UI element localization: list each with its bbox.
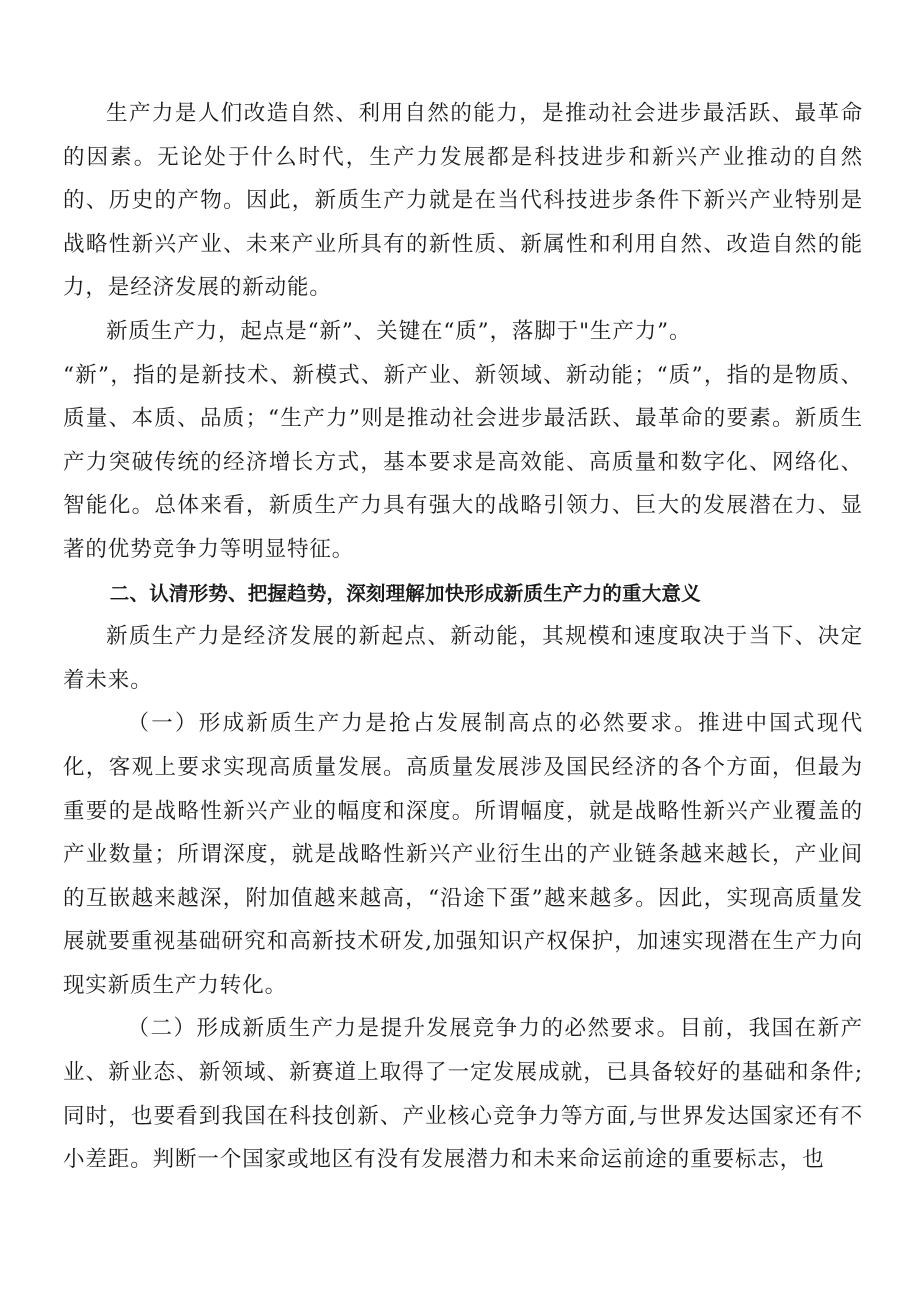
paragraph-subsection-2: （二）形成新质生产力是提升发展竞争力的必然要求。目前，我国在新产业、新业态、新领域、新赛道上取得了一定发展成就，已具备较好的基础和条件;同时，也要看到我国在科技创新、产业核心竞争力等方面,与世界发达国家还有不小差距。判断一个国家或地区有没有发展潜力和未来命运前途的重要标志，也 [63,1016,863,1173]
paragraph-subsection-1: （一）形成新质生产力是抢占发展制高点的必然要求。推进中国式现代化，客观上要求实现高质量发展。高质量发展涉及国民经济的各个方面，但最为重要的是战略性新兴产业的幅度和深度。所谓幅度，就是战略性新兴产业覆盖的产业数量；所谓深度，就是战略性新兴产业衍生出的产业链条越来越长，产业间的互嵌越来越深，附加值越来越高，“沿途下蛋”越来越多。因此，实现高质量发展就要重视基础研究和高新技术研发,加强知识产权保护，加速实现潜在生产力向现实新质生产力转化。 [63,711,863,998]
paragraph-section2-intro: 新质生产力是经济发展的新起点、新动能，其规模和速度取决于当下、决定着未来。 [63,624,863,693]
paragraph-new-quality-summary: 新质生产力，起点是“新”、关键在“质”，落脚于"生产力”。 [106,318,692,344]
document-page [63,92,863,1182]
paragraph-productivity-definition: 生产力是人们改造自然、利用自然的能力，是推动社会进步最活跃、最革命的因素。无论处于什么时代，生产力发展都是科技进步和新兴产业推动的自然的、历史的产物。因此，新质生产力就是在当代科技进步条件下新兴产业特别是战略性新兴产业、未来产业所具有的新性质、新属性和利用自然、改造自然的能力，是经济发展的新动能。 [63,101,863,301]
paragraph-new-quality-explanation: “新”，指的是新技术、新模式、新产业、新领域、新动能；“质”，指的是物质、质量、本质、品质；“生产力”则是推动社会进步最活跃、最革命的要素。新质生产力突破传统的经济增长方式，基本要求是高效能、高质量和数字化、网络化、智能化。总体来看，新质生产力具有强大的战略引领力、巨大的发展潜在力、显著的优势竞争力等明显特征。 [63,362,863,562]
section-heading-2: 二、认清形势、把握趋势，深刻理解加快形成新质生产力的重大意义 [109,581,701,605]
